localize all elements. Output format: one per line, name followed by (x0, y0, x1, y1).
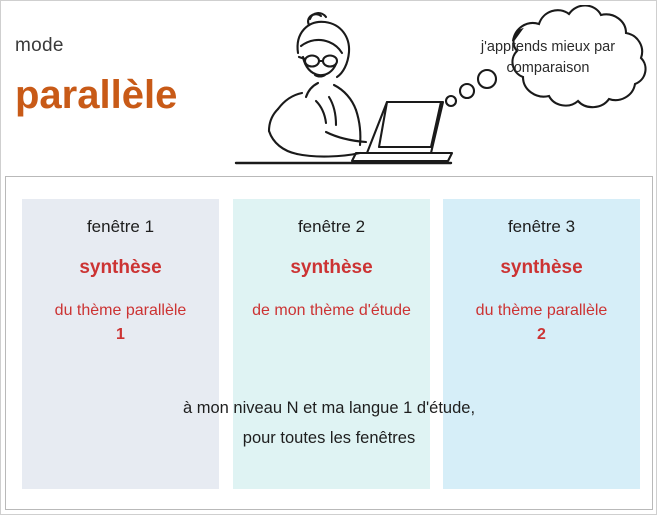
window-2-subtitle-text: de mon thème d'étude (252, 302, 411, 319)
mode-label: mode (15, 35, 64, 56)
footer-line-2: pour toutes les fenêtres (242, 429, 416, 447)
window-3-synthese: synthèse (500, 257, 583, 278)
window-3-emphasis: 2 (537, 326, 546, 343)
window-2-title: fenêtre 2 (297, 217, 366, 236)
window-1-subtitle-text: du thème parallèle (54, 302, 187, 319)
window-2-subtitle (233, 299, 430, 323)
window-3-title: fenêtre 3 (507, 217, 576, 236)
page-title: parallèle (15, 73, 178, 117)
footer-line-1: à mon niveau N et ma langue 1 d'étude, (182, 399, 476, 417)
thought-bubble-text: j'apprends mieux par comparaison (480, 39, 616, 77)
window-columns (6, 177, 652, 509)
window-2-synthese: synthèse (290, 257, 373, 278)
window-1-title: fenêtre 1 (86, 217, 155, 236)
window-1-synthese: synthèse (79, 257, 162, 278)
window-1-emphasis: 1 (116, 326, 125, 343)
window-1-subtitle (22, 299, 219, 347)
student-with-laptop-illustration (206, 1, 456, 176)
window-3-subtitle-text: du thème parallèle (475, 302, 608, 319)
window-3-subtitle (443, 299, 640, 347)
parallel-mode-panel (5, 176, 653, 510)
